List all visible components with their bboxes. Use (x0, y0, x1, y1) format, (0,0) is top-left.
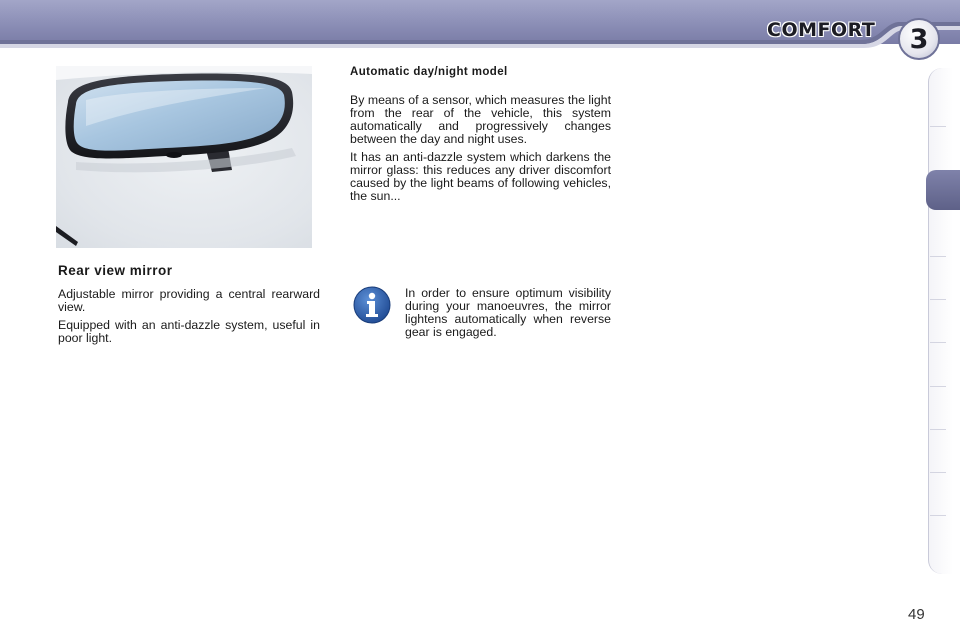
rear-view-mirror-image (56, 66, 312, 248)
paragraph: It has an anti-dazzle system which darkens the mirror glass: this reduces any driver discomfort caused by the light beams of following vehicles, the sun... (350, 150, 611, 203)
left-column (58, 263, 320, 350)
tab-divider (930, 515, 946, 516)
subsection-heading: Automatic day/night model (350, 66, 508, 78)
chapter-number: 3 (909, 23, 929, 55)
tab-divider (930, 472, 946, 473)
info-note (405, 287, 611, 344)
paragraph: Equipped with an anti-dazzle system, useful in poor light. (58, 318, 320, 345)
section-heading: Rear view mirror (58, 263, 173, 278)
paragraph: Adjustable mirror providing a central rearward view. (58, 287, 320, 314)
info-note-text: In order to ensure optimum visibility during your manoeuvres, the mirror lightens automatically when reverse gear is engaged. (405, 286, 611, 339)
mirror-illustration (56, 66, 312, 248)
tab-divider (930, 342, 946, 343)
active-chapter-tab[interactable] (926, 170, 960, 210)
tab-divider (930, 429, 946, 430)
section-title: COMFORT (767, 19, 876, 41)
info-icon (353, 286, 391, 324)
chapter-badge (898, 18, 940, 60)
paragraph: By means of a sensor, which measures the light from the rear of the vehicle, this system automatically and progressively changes between the day and night uses. (350, 93, 611, 146)
tab-divider (930, 299, 946, 300)
tab-divider (930, 386, 946, 387)
tab-divider (930, 126, 946, 127)
tab-divider (930, 256, 946, 257)
middle-column (350, 66, 611, 208)
page-number: 49 (908, 606, 925, 623)
chapter-tab-strip (928, 68, 953, 574)
